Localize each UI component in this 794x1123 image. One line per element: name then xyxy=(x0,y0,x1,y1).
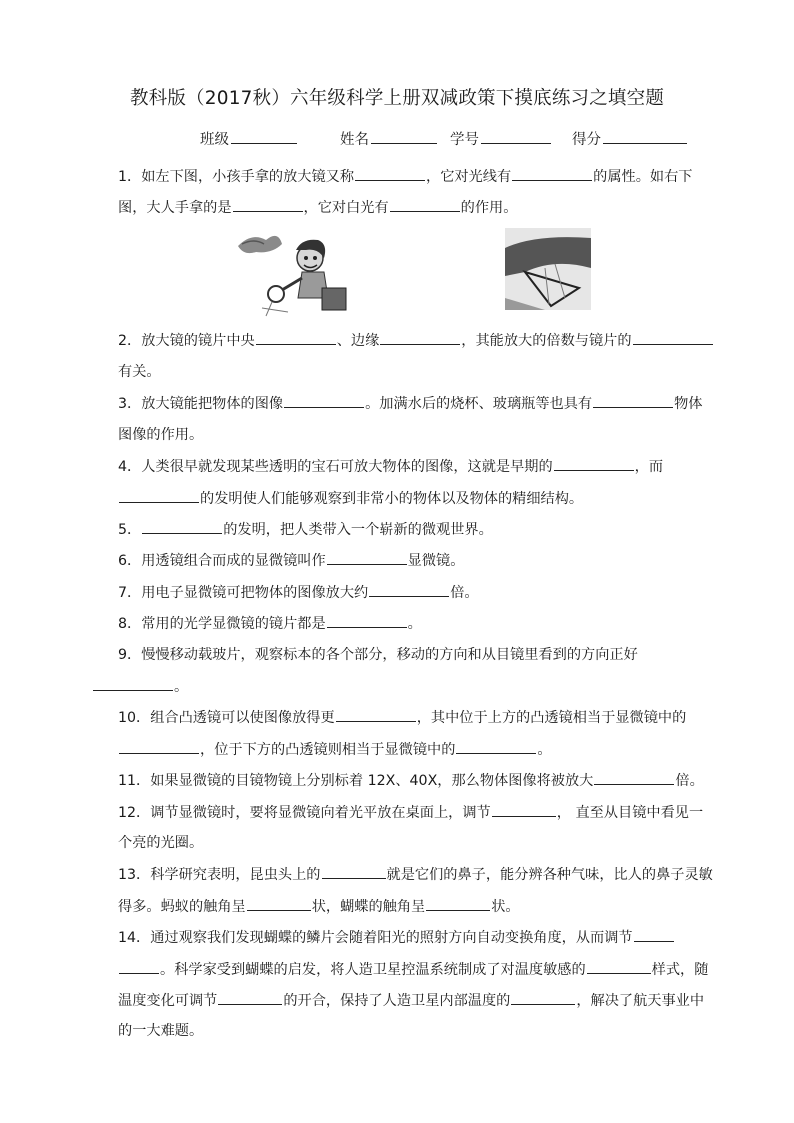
q10-blank-1[interactable] xyxy=(336,707,416,722)
q11-blank-1[interactable] xyxy=(594,770,674,785)
question-5 xyxy=(118,519,493,540)
question-10-line-1 xyxy=(118,707,686,728)
question-11 xyxy=(118,770,704,791)
name-field xyxy=(340,128,437,149)
question-2-line-1 xyxy=(118,330,714,351)
q14-blank-3[interactable] xyxy=(218,990,282,1005)
q10-text-c: ，位于下方的凸透镜则相当于显微镜中的 xyxy=(200,742,456,758)
q7-text-b: 倍。 xyxy=(450,585,479,601)
question-1-line-1 xyxy=(118,166,693,187)
question-14-line-3 xyxy=(118,990,704,1011)
q10-blank-3[interactable] xyxy=(456,739,536,754)
question-3-line-1 xyxy=(118,393,703,414)
q10-text-a: 10．组合凸透镜可以使图像放得更 xyxy=(118,710,335,726)
question-9-line-2 xyxy=(92,676,188,697)
child-magnifier-image xyxy=(232,228,352,320)
question-13-line-1 xyxy=(118,864,713,885)
q4-blank-2[interactable] xyxy=(119,488,199,503)
q1-text-c: 的属性。如右下 xyxy=(593,169,693,185)
q1-text-e: ，它对白光有 xyxy=(303,200,389,216)
page-title: 教科版（2017秋）六年级科学上册双减政策下摸底练习之填空题 xyxy=(129,88,665,109)
question-12-line-1 xyxy=(118,802,703,823)
q5-text-a: 5． xyxy=(118,522,142,538)
number-field xyxy=(450,128,551,149)
q1-text-b: ，它对光线有 xyxy=(426,169,512,185)
q1-blank-4[interactable] xyxy=(390,197,460,212)
score-blank[interactable] xyxy=(603,129,687,144)
question-9-line-1 xyxy=(118,645,638,665)
question-2-line-2 xyxy=(118,362,161,382)
score-label: 得分 xyxy=(572,132,601,148)
q13-text-d: 状，蝴蝶的触角呈 xyxy=(311,899,426,915)
q9-text-b: 。 xyxy=(174,679,189,695)
q2-text-a: 2．放大镜的镜片中央 xyxy=(118,333,255,349)
q2-blank-3[interactable] xyxy=(633,330,713,345)
q2-text-b: 、边缘 xyxy=(336,333,380,349)
q14-blank-1b[interactable] xyxy=(119,959,159,974)
q13-text-e: 状。 xyxy=(491,899,520,915)
q3-text-d: 图像的作用。 xyxy=(118,427,204,443)
q4-text-c: 的发明使人们能够观察到非常小的物体以及物体的精细结构。 xyxy=(200,491,584,507)
q14-text-a: 14．通过观察我们发现蝴蝶的鳞片会随着阳光的照射方向自动变换角度，从而调节 xyxy=(118,930,633,946)
q12-text-a: 12．调节显微镜时，要将显微镜向着光平放在桌面上，调节 xyxy=(118,805,491,821)
q3-text-a: 3．放大镜能把物体的图像 xyxy=(118,396,284,412)
q9-blank-1[interactable] xyxy=(93,676,173,691)
q8-blank-1[interactable] xyxy=(327,613,407,628)
q13-blank-3[interactable] xyxy=(426,896,490,911)
q1-text-d: 图，大人手拿的是 xyxy=(118,200,232,216)
q10-text-d: 。 xyxy=(537,742,552,758)
q4-text-b: ，而 xyxy=(634,459,664,475)
question-14-line-1 xyxy=(118,927,675,948)
q13-text-c: 得多。蚂蚁的触角呈 xyxy=(118,899,246,915)
question-13-line-2 xyxy=(118,896,520,917)
q10-blank-2[interactable] xyxy=(119,739,199,754)
q2-blank-1[interactable] xyxy=(256,330,336,345)
question-14-line-4 xyxy=(118,1021,203,1041)
question-3-line-2 xyxy=(118,425,203,445)
q14-blank-1a[interactable] xyxy=(634,927,674,942)
q11-text-a: 11．如果显微镜的目镜物镜上分别标着 12X、40X，那么物体图像将被放大 xyxy=(118,773,594,789)
q14-text-d: 温度变化可调节 xyxy=(118,993,218,1009)
q2-text-c: ，其能放大的倍数与镜片的 xyxy=(461,333,632,349)
number-blank[interactable] xyxy=(481,129,551,144)
q14-text-f: ，解决了航天事业中 xyxy=(576,993,705,1009)
q12-text-b: ， 直至从目镜中看见一 xyxy=(556,805,704,821)
q3-text-c: 物体 xyxy=(674,396,703,412)
question-14-line-2 xyxy=(118,959,708,980)
class-blank[interactable] xyxy=(231,129,297,144)
q6-text-a: 6．用透镜组合而成的显微镜叫作 xyxy=(118,553,326,569)
q14-text-e: 的开合，保持了人造卫星内部温度的 xyxy=(283,993,511,1009)
q6-blank-1[interactable] xyxy=(327,550,407,565)
q14-blank-2[interactable] xyxy=(587,959,651,974)
q11-text-b: 倍。 xyxy=(675,773,704,789)
q4-text-a: 4．人类很早就发现某些透明的宝石可放大物体的图像，这就是早期的 xyxy=(118,459,553,475)
q3-blank-1[interactable] xyxy=(284,393,364,408)
q14-blank-4[interactable] xyxy=(511,990,575,1005)
score-field xyxy=(572,128,687,149)
q8-text-b: 。 xyxy=(407,616,422,632)
q2-text-d: 有关。 xyxy=(118,364,161,380)
q5-text-b: 的发明，把人类带入一个崭新的微观世界。 xyxy=(223,522,493,538)
q13-text-b: 就是它们的鼻子，能分辨各种气味，比人的鼻子灵敏 xyxy=(386,867,713,883)
q9-text-a: 9．慢慢移动载玻片，观察标本的各个部分，移动的方向和从目镜里看到的方向正好 xyxy=(118,647,638,663)
q4-blank-1[interactable] xyxy=(554,456,634,471)
question-4-line-1 xyxy=(118,456,663,477)
q1-blank-2[interactable] xyxy=(512,166,592,181)
q2-blank-2[interactable] xyxy=(380,330,460,345)
q1-blank-3[interactable] xyxy=(233,197,303,212)
number-label: 学号 xyxy=(450,132,479,148)
class-field xyxy=(200,128,297,149)
q6-text-b: 显微镜。 xyxy=(407,553,465,569)
q14-text-c: 样式，随 xyxy=(651,962,709,978)
q1-text-f: 的作用。 xyxy=(460,200,518,216)
q12-blank-1[interactable] xyxy=(492,802,556,817)
question-1-line-2 xyxy=(118,197,517,218)
q13-text-a: 13．科学研究表明，昆虫头上的 xyxy=(118,867,321,883)
q13-blank-1[interactable] xyxy=(322,864,386,879)
question-6 xyxy=(118,550,464,571)
question-7 xyxy=(118,582,479,603)
name-blank[interactable] xyxy=(371,129,437,144)
q8-text-a: 8．常用的光学显微镜的镜片都是 xyxy=(118,616,326,632)
question-4-line-2 xyxy=(118,488,583,509)
question-8 xyxy=(118,613,422,634)
q1-text-a: 1．如左下图，小孩手拿的放大镜又称 xyxy=(118,169,355,185)
q10-text-b: ，其中位于上方的凸透镜相当于显微镜中的 xyxy=(416,710,687,726)
q14-text-b: 。科学家受到蝴蝶的启发，将人造卫星控温系统制成了对温度敏感的 xyxy=(160,962,586,978)
q3-blank-2[interactable] xyxy=(593,393,673,408)
prism-hand-image xyxy=(505,228,591,310)
q7-text-a: 7．用电子显微镜可把物体的图像放大约 xyxy=(118,585,369,601)
question-12-line-2 xyxy=(118,833,203,853)
q12-text-c: 个亮的光圈。 xyxy=(118,835,204,851)
question-10-line-2 xyxy=(118,739,552,760)
name-label: 姓名 xyxy=(340,132,369,148)
q7-blank-1[interactable] xyxy=(369,582,449,597)
q1-blank-1[interactable] xyxy=(355,166,425,181)
q14-text-g: 的一大难题。 xyxy=(118,1023,204,1039)
q5-blank-1[interactable] xyxy=(142,519,222,534)
class-label: 班级 xyxy=(200,132,229,148)
q13-blank-2[interactable] xyxy=(247,896,311,911)
q3-text-b: 。加满水后的烧杯、玻璃瓶等也具有 xyxy=(365,396,593,412)
